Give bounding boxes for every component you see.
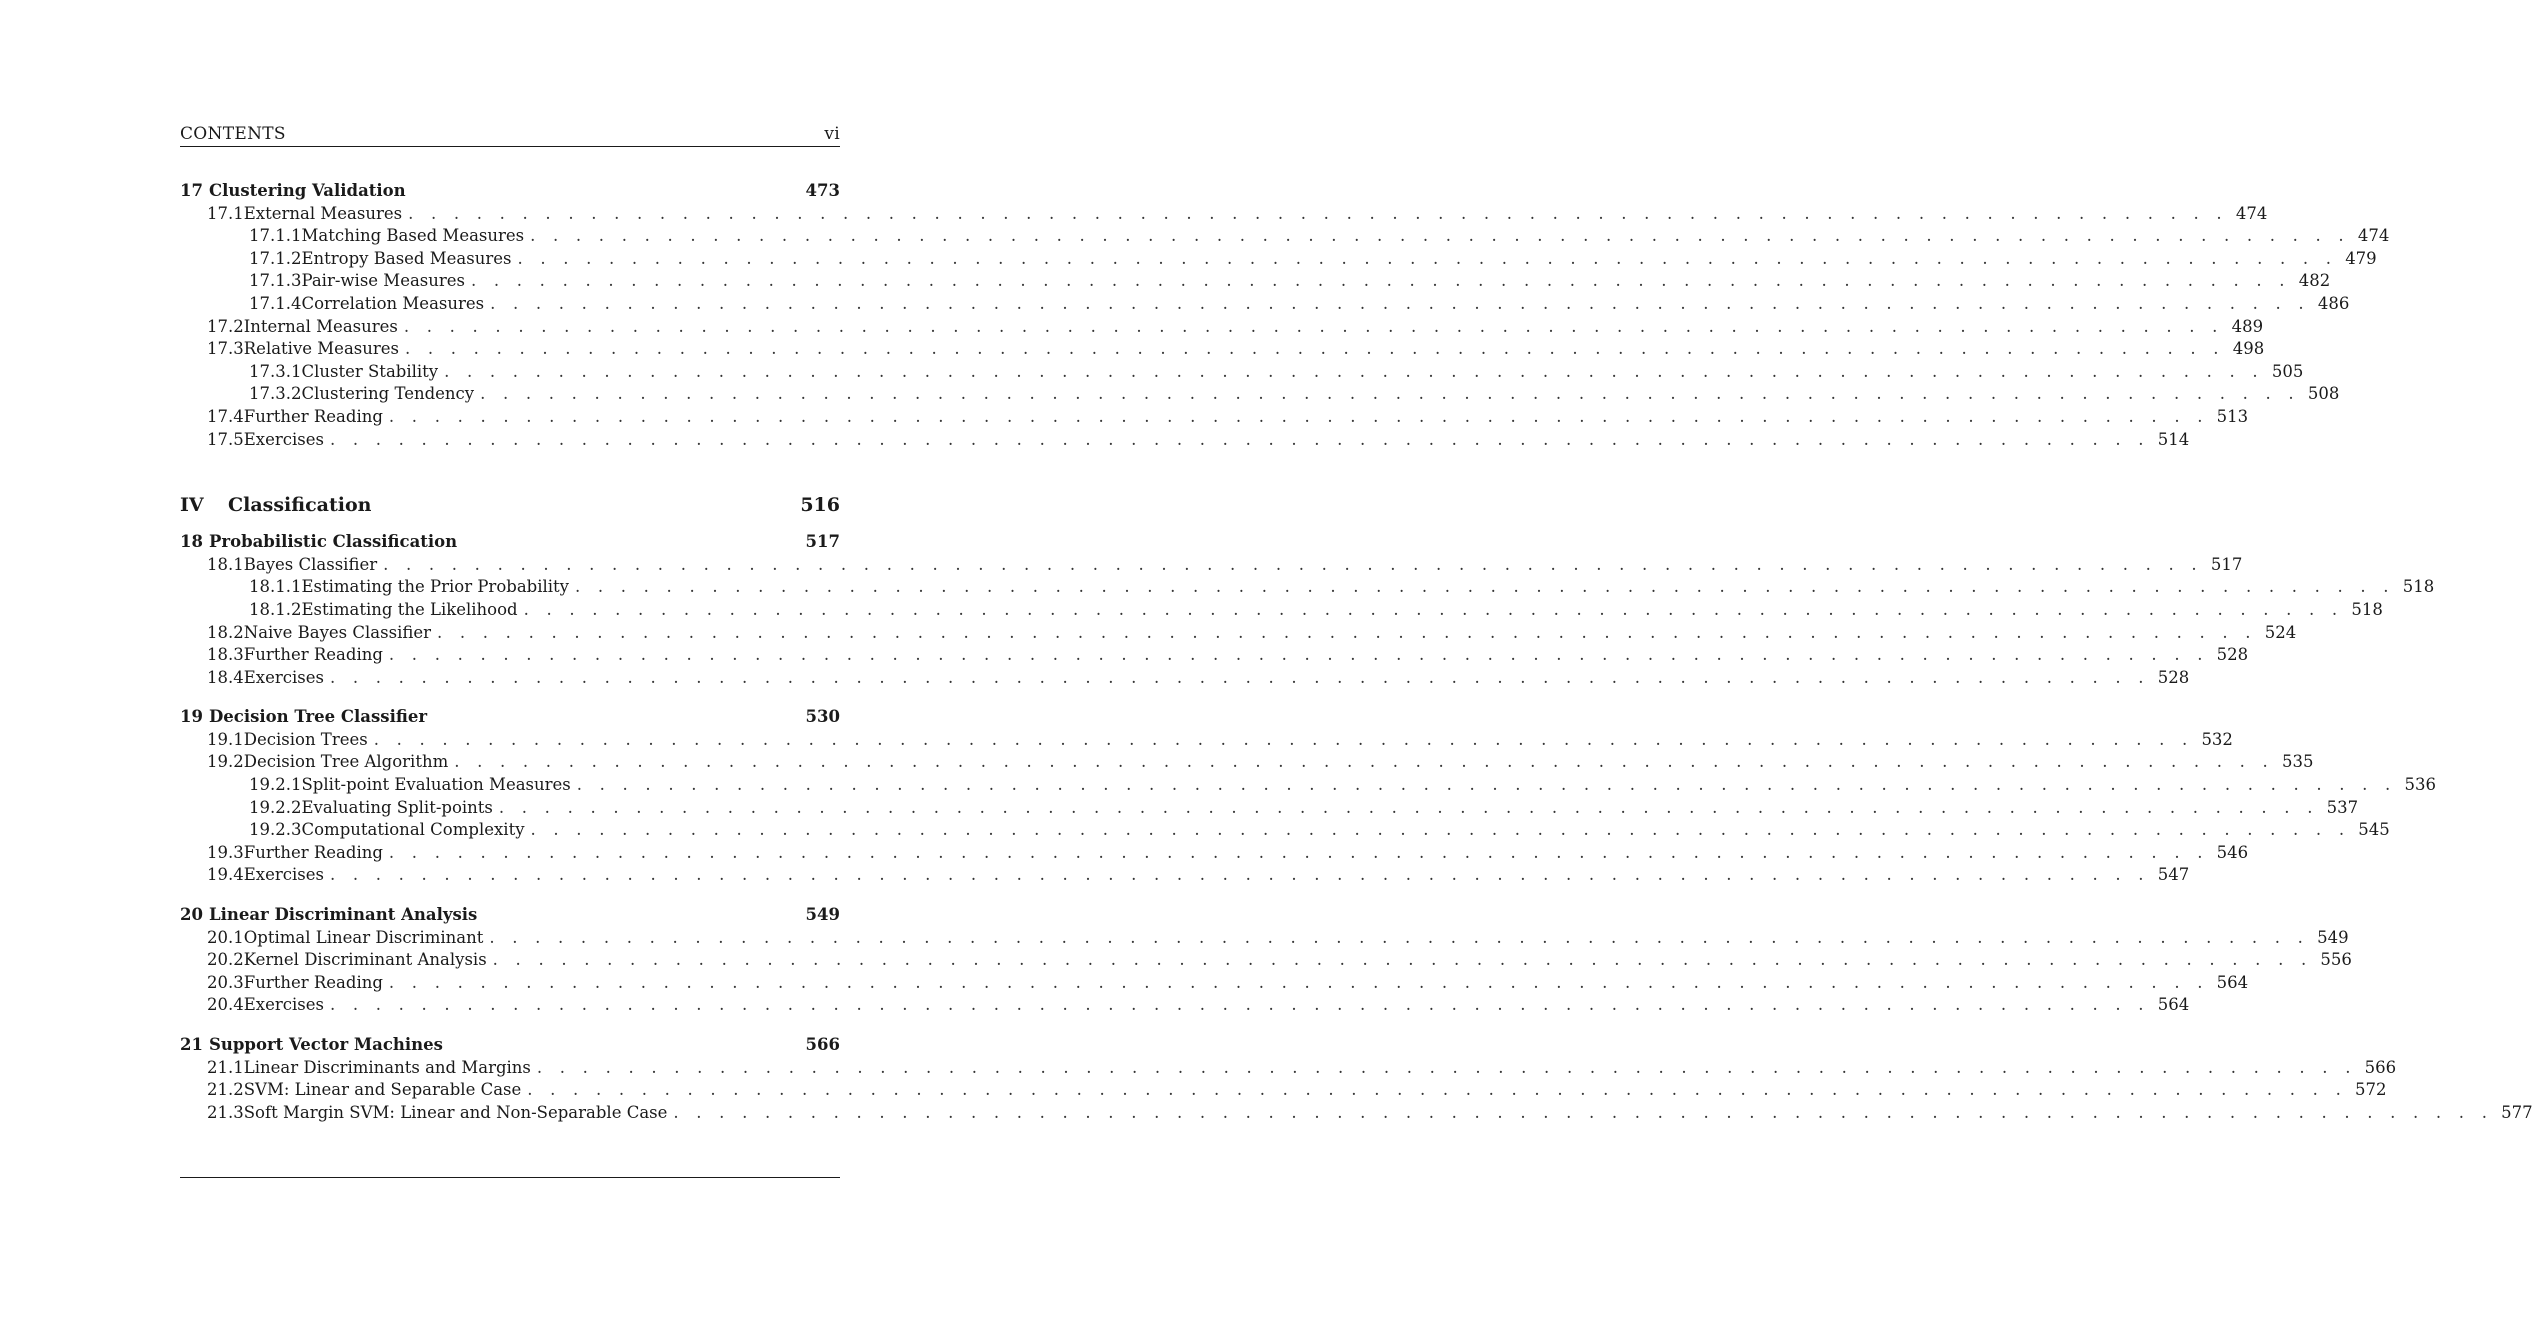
toc-entry-title: Decision Trees	[243, 729, 368, 749]
toc-entry-title: Computational Complexity	[301, 820, 525, 840]
toc-entry-title: Exercises	[243, 995, 324, 1015]
toc-entry-page: 535	[2281, 752, 2314, 772]
dot-leader: . . . . . . . . . . . . . . . . . . . . . . . . . . . . . . . . . . . . . . . . . . . . . . . . . . . . . . . . . . . . . . . . . . . . . . . . . . . . . . . .	[530, 226, 2350, 246]
toc-entry-section[interactable]	[180, 927, 2349, 950]
toc-entry-page: 513	[2216, 406, 2249, 426]
toc-entry-subsection[interactable]	[180, 270, 2331, 293]
toc-entry-chapter[interactable]	[180, 1034, 840, 1057]
dot-leader: . . . . . . . . . . . . . . . . . . . . . . . . . . . . . . . . . . . . . . . . . . . . . . . . . . . . . . . . . . . . . . . . . . . . . . . . . . . . . . . .	[408, 203, 2228, 223]
toc-entry-number: 19	[180, 707, 203, 727]
toc-entry-number: 20	[180, 905, 203, 925]
toc-entry-number: 17.4	[207, 406, 244, 426]
toc-entry-title: Split-point Evaluation Measures	[301, 775, 571, 795]
toc-entry-page: 486	[2317, 293, 2350, 313]
toc-entry-title: Linear Discriminants and Margins	[243, 1057, 531, 1077]
toc-entry-subsection[interactable]	[180, 576, 2435, 599]
toc-entry-title: Probabilistic Classification	[208, 532, 458, 552]
toc-entry-number: 18.1.2	[249, 599, 302, 619]
toc-entry-title: Exercises	[243, 429, 324, 449]
toc-entry-number: 17.5	[207, 429, 244, 449]
toc-entry-number: 21	[180, 1035, 203, 1054]
toc-entry-number: 17.3	[207, 339, 244, 359]
toc-entry-subsection[interactable]	[180, 383, 2340, 406]
toc-entry-section[interactable]	[180, 406, 2249, 429]
running-head	[180, 124, 840, 144]
toc-entry-title: SVM: Linear and Separable Case	[243, 1080, 522, 1100]
dot-leader: . . . . . . . . . . . . . . . . . . . . . . . . . . . . . . . . . . . . . . . . . . . . . . . . . . . . . . . . . . . . . . . . . . . . . . . . . . . . . . . .	[454, 752, 2274, 772]
toc-entry-page: 528	[2216, 645, 2249, 665]
toc-entry-page: 528	[2157, 667, 2190, 687]
toc-entry-section[interactable]	[180, 1102, 2533, 1125]
dot-leader: . . . . . . . . . . . . . . . . . . . . . . . . . . . . . . . . . . . . . . . . . . . . . . . . . . . . . . . . . . . . . . . . . . . . . . . . . . . . . . . .	[388, 842, 2209, 862]
toc-entry-number: 19.2.3	[249, 820, 302, 840]
document-page	[180, 0, 2533, 1320]
toc-entry-title: Further Reading	[243, 406, 383, 426]
toc-entry-number: 17	[180, 181, 203, 200]
toc-entry-title: Clustering Tendency	[301, 384, 475, 404]
page-number: vi	[824, 124, 840, 144]
toc-entry-subsection[interactable]	[180, 819, 2390, 842]
toc-entry-page: 564	[2157, 995, 2190, 1015]
toc-entry-number: 17.1.1	[249, 226, 302, 246]
toc-entry-subsection[interactable]	[180, 248, 2377, 271]
toc-entry-subsection[interactable]	[180, 361, 2304, 384]
dot-leader: . . . . . . . . . . . . . . . . . . . . . . . . . . . . . . . . . . . . . . . . . . . . . . . . . . . . . . . . . . . . . . . . . . . . . . . . . . . . . . . .	[575, 577, 2395, 597]
dot-leader: . . . . . . . . . . . . . . . . . . . . . . . . . . . . . . . . . . . . . . . . . . . . . . . . . . . . . . . . . . . . . . . . . . . . . . . . . . . . . . . .	[388, 972, 2209, 992]
toc-entry-number: 20.2	[207, 950, 244, 970]
toc-entry-page: 479	[2345, 248, 2377, 268]
toc-entry-title: Further Reading	[243, 842, 383, 862]
toc-entry-title: Exercises	[243, 865, 324, 885]
running-head-title: CONTENTS	[180, 124, 286, 144]
toc-entry-section[interactable]	[180, 316, 2264, 339]
toc-entry-page: 545	[2358, 820, 2390, 840]
toc-entry-number: 18.4	[207, 667, 244, 687]
toc-entry-number: 17.1.4	[249, 293, 302, 313]
toc-entry-number: 18	[180, 532, 203, 552]
toc-entry-page: 549	[2317, 927, 2349, 947]
toc-entry-title: Estimating the Likelihood	[301, 599, 518, 619]
toc-entry-page: 498	[2232, 339, 2265, 359]
toc-entry-number: 20.3	[207, 972, 244, 992]
dot-leader: . . . . . . . . . . . . . . . . . . . . . . . . . . . . . . . . . . . . . . . . . . . . . . . . . . . . . . . . . . . . . . . . . . . . . . . . . . . . . . . .	[329, 865, 2150, 885]
toc-entry-number: 18.3	[207, 645, 244, 665]
dot-leader: . . . . . . . . . . . . . . . . . . . . . . . . . . . . . . . . . . . . . . . . . . . . . . . . . . . . . . . . . . . . . . . . . . . . . . . . . . . . . . . .	[403, 316, 2224, 336]
toc-entry-number: 17.1	[207, 203, 244, 223]
toc-entry-title: Correlation Measures	[301, 293, 485, 313]
dot-leader: . . . . . . . . . . . . . . . . . . . . . . . . . . . . . . . . . . . . . . . . . . . . . . . . . . . . . . . . . . . . . . . . . . . . . . . . . . . . . . . .	[523, 599, 2344, 619]
toc-entry-page: 524	[2264, 622, 2297, 642]
toc-entry-title: Internal Measures	[243, 316, 398, 336]
toc-entry-section[interactable]	[180, 949, 2352, 972]
toc-entry-title: Naive Bayes Classifier	[243, 622, 432, 642]
toc-entry-title: Kernel Discriminant Analysis	[243, 950, 487, 970]
dot-leader: . . . . . . . . . . . . . . . . . . . . . . . . . . . . . . . . . . . . . . . . . . . . . . . . . . . . . . . . . . . . . . . . . . . . . . . . . . . . . . . .	[329, 667, 2150, 687]
dot-leader: . . . . . . . . . . . . . . . . . . . . . . . . . . . . . . . . . . . . . . . . . . . . . . . . . . . . . . . . . . . . . . . . . . . . . . . . . . . . . . . .	[388, 645, 2209, 665]
toc-entry-subsection[interactable]	[180, 225, 2390, 248]
toc-entry-section[interactable]	[180, 338, 2265, 361]
toc-entry-page: 556	[2320, 950, 2352, 970]
toc-entry-section[interactable]	[180, 972, 2249, 995]
toc-entry-section[interactable]	[180, 203, 2268, 226]
toc-entry-page: 474	[2357, 226, 2390, 246]
toc-entry-title: Exercises	[243, 667, 324, 687]
toc-entry-title: Decision Tree Algorithm	[243, 752, 449, 772]
dot-leader: . . . . . . . . . . . . . . . . . . . . . . . . . . . . . . . . . . . . . . . . . . . . . . . . . . . . . . . . . . . . . . . . . . . . . . . . . . . . . . . .	[329, 995, 2150, 1015]
toc-entry-subsection[interactable]	[180, 797, 2359, 820]
toc-entry-page: 536	[2404, 775, 2436, 795]
toc-entry-section[interactable]	[180, 622, 2297, 645]
dot-leader: . . . . . . . . . . . . . . . . . . . . . . . . . . . . . . . . . . . . . . . . . . . . . . . . . . . . . . . . . . . . . . . . . . . . . . . . . . . . . . . .	[527, 1080, 2348, 1100]
toc-entry-page: 566	[805, 1035, 840, 1054]
toc-entry-number: 21.3	[207, 1102, 244, 1122]
header-rule	[180, 146, 840, 147]
toc-entry-page: 572	[2355, 1080, 2387, 1100]
toc-entry-section[interactable]	[180, 644, 2249, 667]
toc-entry-page: 517	[805, 532, 840, 552]
toc-entry-title: Pair-wise Measures	[301, 271, 466, 291]
toc-entry-page: 514	[2157, 429, 2190, 449]
dot-leader: . . . . . . . . . . . . . . . . . . . . . . . . . . . . . . . . . . . . . . . . . . . . . . . . . . . . . . . . . . . . . . . . . . . . . . . . . . . . . . . .	[517, 248, 2338, 268]
toc-entry-section[interactable]	[180, 751, 2314, 774]
toc-entry-number: IV	[180, 494, 204, 517]
toc-entry-part[interactable]	[180, 491, 840, 519]
toc-entry-page: 517	[2210, 554, 2243, 574]
dot-leader: . . . . . . . . . . . . . . . . . . . . . . . . . . . . . . . . . . . . . . . . . . . . . . . . . . . . . . . . . . . . . . . . . . . . . . . . . . . . . . . .	[492, 950, 2313, 970]
toc-entry-page: 474	[2235, 203, 2268, 223]
dot-leader: . . . . . . . . . . . . . . . . . . . . . . . . . . . . . . . . . . . . . . . . . . . . . . . . . . . . . . . . . . . . . . . . . . . . . . . . . . . . . . . .	[373, 729, 2194, 749]
toc-entry-title: Evaluating Split-points	[301, 797, 493, 817]
toc-entry-number: 21.2	[207, 1080, 244, 1100]
dot-leader: . . . . . . . . . . . . . . . . . . . . . . . . . . . . . . . . . . . . . . . . . . . . . . . . . . . . . . . . . . . . . . . . . . . . . . . . . . . . . . . .	[498, 797, 2319, 817]
toc-entry-number: 19.1	[207, 729, 244, 749]
toc-entry-page: 577	[2501, 1102, 2533, 1122]
toc-entry-title: Decision Tree Classifier	[208, 707, 428, 727]
toc-entry-number: 17.1.3	[249, 271, 302, 291]
toc-entry-number: 17.3.1	[249, 361, 302, 381]
toc-entry-title: Entropy Based Measures	[301, 248, 512, 268]
dot-leader: . . . . . . . . . . . . . . . . . . . . . . . . . . . . . . . . . . . . . . . . . . . . . . . . . . . . . . . . . . . . . . . . . . . . . . . . . . . . . . . .	[530, 820, 2351, 840]
toc-entry-page: 546	[2216, 842, 2249, 862]
toc-entry-title: Estimating the Prior Probability	[301, 577, 569, 597]
toc-entry-page: 518	[2351, 599, 2383, 619]
toc-entry-page: 564	[2216, 972, 2249, 992]
dot-leader: . . . . . . . . . . . . . . . . . . . . . . . . . . . . . . . . . . . . . . . . . . . . . . . . . . . . . . . . . . . . . . . . . . . . . . . . . . . . . . . .	[388, 406, 2209, 426]
toc-entry-title: Relative Measures	[243, 339, 400, 359]
toc-entry-section[interactable]	[180, 994, 2190, 1017]
toc-entry-title: Further Reading	[243, 645, 383, 665]
toc-entry-title: Matching Based Measures	[301, 226, 525, 246]
toc-entry-page: 547	[2157, 865, 2190, 885]
toc-entry-title: External Measures	[243, 203, 403, 223]
dot-leader: . . . . . . . . . . . . . . . . . . . . . . . . . . . . . . . . . . . . . . . . . . . . . . . . . . . . . . . . . . . . . . . . . . . . . . . . . . . . . . . .	[405, 339, 2225, 359]
toc-entry-page: 530	[805, 707, 840, 727]
toc-entry-title: Bayes Classifier	[243, 554, 378, 574]
toc-entry-number: 21.1	[207, 1057, 244, 1077]
dot-leader: . . . . . . . . . . . . . . . . . . . . . . . . . . . . . . . . . . . . . . . . . . . . . . . . . . . . . . . . . . . . . . . . . . . . . . . . . . . . . . . .	[673, 1102, 2494, 1122]
toc-entry-page: 489	[2231, 316, 2264, 336]
dot-leader: . . . . . . . . . . . . . . . . . . . . . . . . . . . . . . . . . . . . . . . . . . . . . . . . . . . . . . . . . . . . . . . . . . . . . . . . . . . . . . . .	[576, 775, 2397, 795]
dot-leader: . . . . . . . . . . . . . . . . . . . . . . . . . . . . . . . . . . . . . . . . . . . . . . . . . . . . . . . . . . . . . . . . . . . . . . . . . . . . . . . .	[437, 622, 2257, 642]
toc-entry-number: 18.1	[207, 554, 244, 574]
toc-entry-page: 508	[2307, 384, 2340, 404]
toc-entry-number: 18.2	[207, 622, 244, 642]
toc-entry-section[interactable]	[180, 1057, 2397, 1080]
toc-entry-page: 549	[805, 905, 840, 925]
toc-entry-page: 537	[2326, 797, 2359, 817]
toc-entry-title: Support Vector Machines	[208, 1035, 443, 1054]
toc-entry-subsection[interactable]	[180, 599, 2383, 622]
dot-leader: . . . . . . . . . . . . . . . . . . . . . . . . . . . . . . . . . . . . . . . . . . . . . . . . . . . . . . . . . . . . . . . . . . . . . . . . . . . . . . . .	[329, 429, 2150, 449]
toc-entry-chapter[interactable]	[180, 531, 840, 554]
toc-entry-page: 566	[2364, 1057, 2397, 1077]
toc-entry-page: 518	[2402, 577, 2435, 597]
toc-entry-title: Further Reading	[243, 972, 383, 992]
toc-entry-title: Classification	[228, 494, 372, 517]
dot-leader: . . . . . . . . . . . . . . . . . . . . . . . . . . . . . . . . . . . . . . . . . . . . . . . . . . . . . . . . . . . . . . . . . . . . . . . . . . . . . . . .	[490, 293, 2310, 313]
toc-entry-section[interactable]	[180, 1079, 2387, 1102]
footer-rule	[180, 1177, 840, 1178]
toc-entry-title: Linear Discriminant Analysis	[208, 905, 478, 925]
dot-leader: . . . . . . . . . . . . . . . . . . . . . . . . . . . . . . . . . . . . . . . . . . . . . . . . . . . . . . . . . . . . . . . . . . . . . . . . . . . . . . . .	[536, 1057, 2357, 1077]
toc-entry-section[interactable]	[180, 729, 2233, 752]
toc-entry-number: 19.2	[207, 752, 244, 772]
toc-entry-number: 18.1.1	[249, 577, 302, 597]
toc-entry-chapter[interactable]	[180, 904, 840, 927]
toc-entry-number: 19.2.2	[249, 797, 302, 817]
toc-entry-number: 17.3.2	[249, 384, 302, 404]
dot-leader: . . . . . . . . . . . . . . . . . . . . . . . . . . . . . . . . . . . . . . . . . . . . . . . . . . . . . . . . . . . . . . . . . . . . . . . . . . . . . . . .	[471, 271, 2291, 291]
dot-leader: . . . . . . . . . . . . . . . . . . . . . . . . . . . . . . . . . . . . . . . . . . . . . . . . . . . . . . . . . . . . . . . . . . . . . . . . . . . . . . . .	[489, 927, 2310, 947]
toc-entry-chapter[interactable]	[180, 180, 840, 203]
toc-entry-chapter[interactable]	[180, 706, 840, 729]
toc-entry-page: 473	[805, 181, 840, 200]
toc-entry-section[interactable]	[180, 667, 2190, 690]
toc-entry-title: Optimal Linear Discriminant	[243, 927, 484, 947]
dot-leader: . . . . . . . . . . . . . . . . . . . . . . . . . . . . . . . . . . . . . . . . . . . . . . . . . . . . . . . . . . . . . . . . . . . . . . . . . . . . . . . .	[444, 361, 2264, 381]
toc-entry-number: 19.3	[207, 842, 244, 862]
toc-entry-number: 19.4	[207, 865, 244, 885]
toc-entry-title: Clustering Validation	[208, 181, 406, 200]
table-of-contents	[180, 180, 2533, 1124]
toc-entry-subsection[interactable]	[180, 774, 2436, 797]
toc-entry-page: 482	[2298, 271, 2331, 291]
toc-entry-section[interactable]	[180, 429, 2190, 452]
toc-entry-section[interactable]	[180, 842, 2249, 865]
dot-leader: . . . . . . . . . . . . . . . . . . . . . . . . . . . . . . . . . . . . . . . . . . . . . . . . . . . . . . . . . . . . . . . . . . . . . . . . . . . . . . . .	[383, 554, 2203, 574]
toc-entry-number: 17.1.2	[249, 248, 302, 268]
toc-entry-page: 532	[2201, 729, 2233, 749]
dot-leader: . . . . . . . . . . . . . . . . . . . . . . . . . . . . . . . . . . . . . . . . . . . . . . . . . . . . . . . . . . . . . . . . . . . . . . . . . . . . . . . .	[480, 384, 2300, 404]
toc-entry-page: 505	[2271, 361, 2304, 381]
toc-entry-number: 20.1	[207, 927, 244, 947]
toc-entry-title: Soft Margin SVM: Linear and Non-Separable Case	[243, 1102, 668, 1122]
toc-entry-page: 516	[800, 494, 840, 517]
toc-entry-section[interactable]	[180, 554, 2243, 577]
toc-entry-number: 19.2.1	[249, 775, 302, 795]
toc-entry-subsection[interactable]	[180, 293, 2350, 316]
toc-entry-number: 17.2	[207, 316, 244, 336]
toc-entry-number: 20.4	[207, 995, 244, 1015]
toc-entry-title: Cluster Stability	[301, 361, 439, 381]
toc-entry-section[interactable]	[180, 864, 2190, 887]
